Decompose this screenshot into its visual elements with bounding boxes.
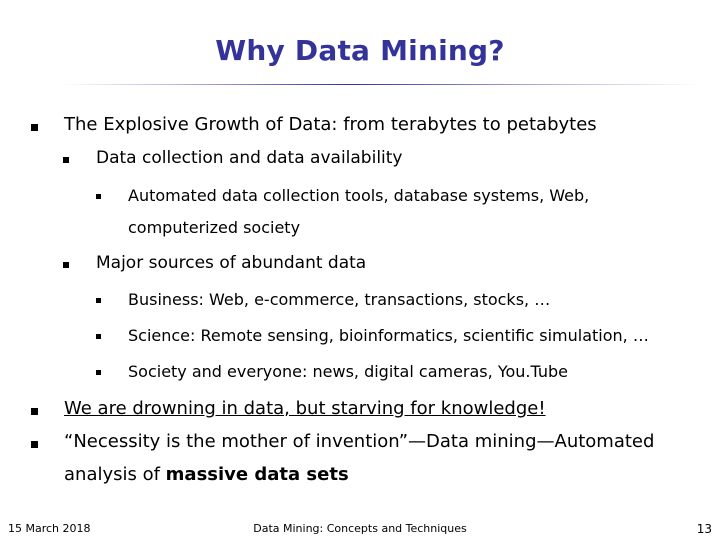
footer-page-number: 13 [696,522,712,536]
bullet-square-icon [31,441,38,448]
bullet-square-icon [31,408,38,415]
bullet-square-icon [96,194,101,199]
bullet-necessity-continued [64,464,349,485]
bullet-automated-tools-continued: computerized society [128,218,301,237]
bullet-square-icon [96,334,101,339]
bullet-business: Business: Web, e-commerce, transactions, stocks, … [128,290,551,309]
bullet-drowning-in-data: We are drowning in data, but starving for knowledge! [64,398,546,419]
bullet-necessity: “Necessity is the mother of invention”—Data mining—Automated [64,431,655,452]
title-divider [60,84,700,85]
bullet-square-icon [63,262,69,268]
bullet-explosive-growth: The Explosive Growth of Data: from terabytes to petabytes [64,114,597,135]
bullet-square-icon [63,157,69,163]
bullet-automated-tools: Automated data collection tools, database systems, Web, [128,186,590,205]
footer-course-title: Data Mining: Concepts and Techniques [253,522,467,535]
bullet-science: Science: Remote sensing, bioinformatics, scientific simulation, … [128,326,649,345]
bullet-major-sources: Major sources of abundant data [96,253,367,273]
necessity-prefix-text: analysis of [64,464,166,485]
necessity-bold-text: massive data sets [165,464,349,485]
footer-date: 15 March 2018 [8,522,91,535]
slide-title: Why Data Mining? [215,34,505,67]
bullet-data-collection: Data collection and data availability [96,148,403,168]
bullet-square-icon [96,370,101,375]
bullet-square-icon [31,124,38,131]
bullet-society: Society and everyone: news, digital cameras, You.Tube [128,362,568,381]
bullet-square-icon [96,298,101,303]
